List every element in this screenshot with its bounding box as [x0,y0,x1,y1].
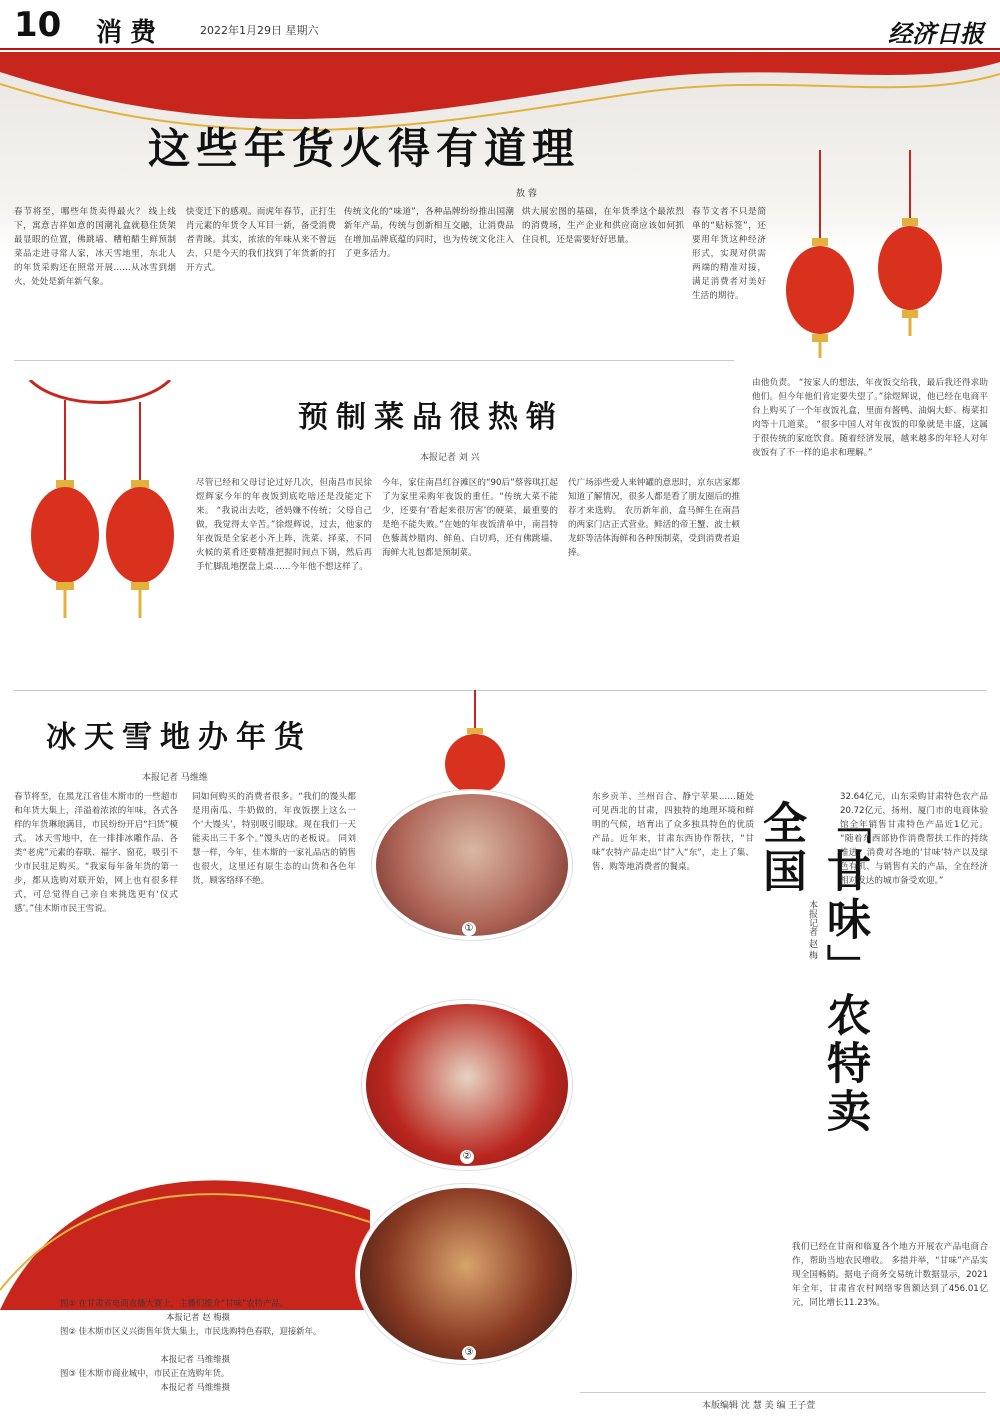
article1-column-5: 春节文者不只是简单的“贴标签”，还要用年货这种经济形式，实现对供需两端的精准对接，满足消费者对美好生活的期待。 [692,207,766,301]
issue-date: 2022年1月29日 星期六 [200,24,319,37]
lantern-icon [20,380,180,620]
photo-label-2: ② [460,1150,474,1164]
section-name: 消费 [96,18,165,48]
article1-column-1: 春节将至，哪些年货卖得最火？ 线上线下，寓意吉祥如意的国潮礼盒就稳住货架最显眼的位置，佛跳墙、糟粕醋生鲜预制菜品走进寻常人家，冰天雪地里，东北人的年货采购还在照常开展……从冰雪到烟火，处处是新年新气象。 [14,207,176,287]
article4-column-1: 东乡贡羊、兰州百合、静宁苹果……随处可见西北的甘肃，四独特的地理环境和鲜明的气候，培育出了众多独具特色的优质产品。近年来，甘肃东西协作帮扶，“甘味”农特产品走出“甘”入“东”，走上了集、售、购等地消费者的餐桌。 [592,792,754,872]
headline-gansu-products: 「甘味」农特卖全国 [755,800,870,1136]
red-swoop-decoration [0,1140,370,1310]
photo-label-1: ① [462,922,476,936]
article3-column-1: 春节将至，在黑龙江省佳木斯市的一些超市和年货大集上，洋溢着浓浓的年味，各式各样的年货琳琅满目，市民纷纷开启“扫货”模式。 冰天雪地中，在一排排冰雕作品、各类“老虎”元素的春联、福字、窗花，吸引不少市民驻足购买。“我家每年备年货的第一步，都从选购对联开始，网上也有很多样式，可总觉得自己亲自来挑选更有‘仪式感’。”佳木斯市民王雪说。 [14,792,178,914]
page-header [0,0,1000,50]
headline-winter-shopping: 冰天雪地办年货 [46,720,312,755]
byline-main: 敖 蓉 [516,189,537,199]
article1-column-2: 快变迁下的感观。而虎年春节，正打生肖元素的年货令人耳目一新，备受消费者青睐。其实，浓浓的年味从来不曾远去，只是今天的我们找到了年货新的打开方式。 [186,207,336,273]
byline-winter-shopping: 本报记者 马维维 [142,773,208,783]
photo-fu-couplets [362,1000,572,1170]
article3-column-2: 同如何购买的消费者很多。“我们的馒头都是用南瓜、牛奶做的，年夜饭摆上这么一个‘大馒头’，特别吸引眼球。现在我们一天能卖出三千多个。”馒头店的老板说。 同刘慧一样，今年，佳木斯的一家礼品店的销售也很火，这里还有原生态的山货和各色年货，顾客络绎不绝。 [192,792,356,886]
article1-column-4: 烘大展宏图的基础，在年货季这个最浓烈的消费场，生产企业和供应商应该如何抓住良机，还是需要好好思量。 [522,207,684,245]
lantern-icon [430,690,520,800]
page-number: 10 [14,5,62,45]
footer-editors: 本版编辑 沈 慧 美 编 王子萱 [702,1401,816,1411]
photo-caption-2: 图② 佳木斯市区义兴街售年货大集上，市民选购特色春联，迎接新年。 [60,1326,322,1336]
photo-market [356,1184,576,1364]
photo-caption-1: 图① 在甘肃省电商直播大赛上，主播们推介“甘味”农特产品。 [60,1298,289,1308]
divider [14,360,734,361]
photo-caption-3: 图③ 佳木斯市商业城中，市民正在选购年货。 [60,1368,230,1378]
divider [580,1392,986,1393]
photo-label-3: ③ [462,1346,476,1360]
article2-column-1: 尽管已经和父母讨论过好几次，但南昌市民徐煜辉家今年的年夜饭到底吃啥还是没能定下来。 “我说出去吃，爸妈嫌不传统；父母自己做，我觉得太辛苦。”徐煜辉说，过去，他家的年夜饭是全家老小齐上阵，洗菜、择菜，不同火候的菜肴还要精准把握时间点下锅，然后再手忙脚乱地摆盘上桌……今年他不想这样了。 [196,478,372,572]
article2-column-2: 今年，家住南昌红谷滩区的“90后”蔡蓉琪扛起了为家里采购年夜饭的重任。“传统大菜不能少，还要有‘看起来很厉害’的硬菜，最重要的是绝不能失败。”在她的年夜饭清单中，南昌特色藜蒿炒腊肉、鲜鱼、白切鸡，还有佛跳墙、海鲜大礼包都是预制菜。 [382,478,558,558]
headline-prepared-dishes: 预制菜品很热销 [298,400,564,435]
article2-column-3: 代广场添些爱人来钟罐的意思时，京东店家都知道了解情况，很多人都是看了朋友圈后的推荐才来选购。 农历新年前，盒马鲜生在南昌的两家门店正式营业。鲜活的帝王蟹、波士顿龙虾等活体海鲜和各种预制菜，受到消费者追捧。 [568,478,740,558]
article2-column-4: 由他负责。 “按家人的想法，年夜饭交给我，最后我还得求助他们。但今年他们肯定要失望了。”徐煜辉说，他已经在电商平台上购买了一个年夜饭礼盒，里面有酱鸭、油焖大虾、梅菜扣肉等十几道菜。 “很多中国人对年夜饭的印象就是丰盛，这属于很传统的家庭饮食。随着经济发展，越来越多的年轻人对年夜饭有了不一样的追求和理解。” [752,378,988,458]
photo-credit-1: 本报记者 赵 梅摄 [166,1312,230,1322]
masthead-logo: 经济日报 [888,19,984,48]
byline-gansu-products: 本报记者 赵 梅 [807,900,817,960]
article1-column-3: 传统文化的“味道”，各种品牌纷纷推出国潮新年产品，传统与创新相互交融，让消费品在增加品牌底蕴的同时，也为传统文化注入了更多活力。 [344,207,514,259]
byline-prepared-dishes: 本报记者 刘 兴 [420,453,480,463]
photo-credit-3: 本报记者 马维维摄 [160,1382,230,1392]
photo-credit-2: 本报记者 马维维摄 [160,1354,230,1364]
article4-column-3: 我们已经在甘南和临夏各个地方开展农产品电商合作，帮助当地农民增收。 多措并举，“甘味”产品实现全国畅销。据电子商务交易统计数据显示，2021年全年，甘肃省农村网络零售额达到了456.01亿元，同比增长11.23%。 [792,1242,988,1308]
headline-main: 这些年货火得有道理 [148,124,581,173]
photo-livestream [372,790,572,940]
article4-column-2: 32.64亿元，山东采购甘肃特色农产品20.72亿元，扬州、厦门市的电商体验馆全年销售甘肃特色产品近1亿元。 “随着东西部协作消费帮扶工作的持续推进，消费对各地的‘甘味’特产以及绿色有机、与销售有关的产品，全在经济相对发达的城市备受欢迎。” [840,792,988,886]
lantern-icon [760,150,970,360]
